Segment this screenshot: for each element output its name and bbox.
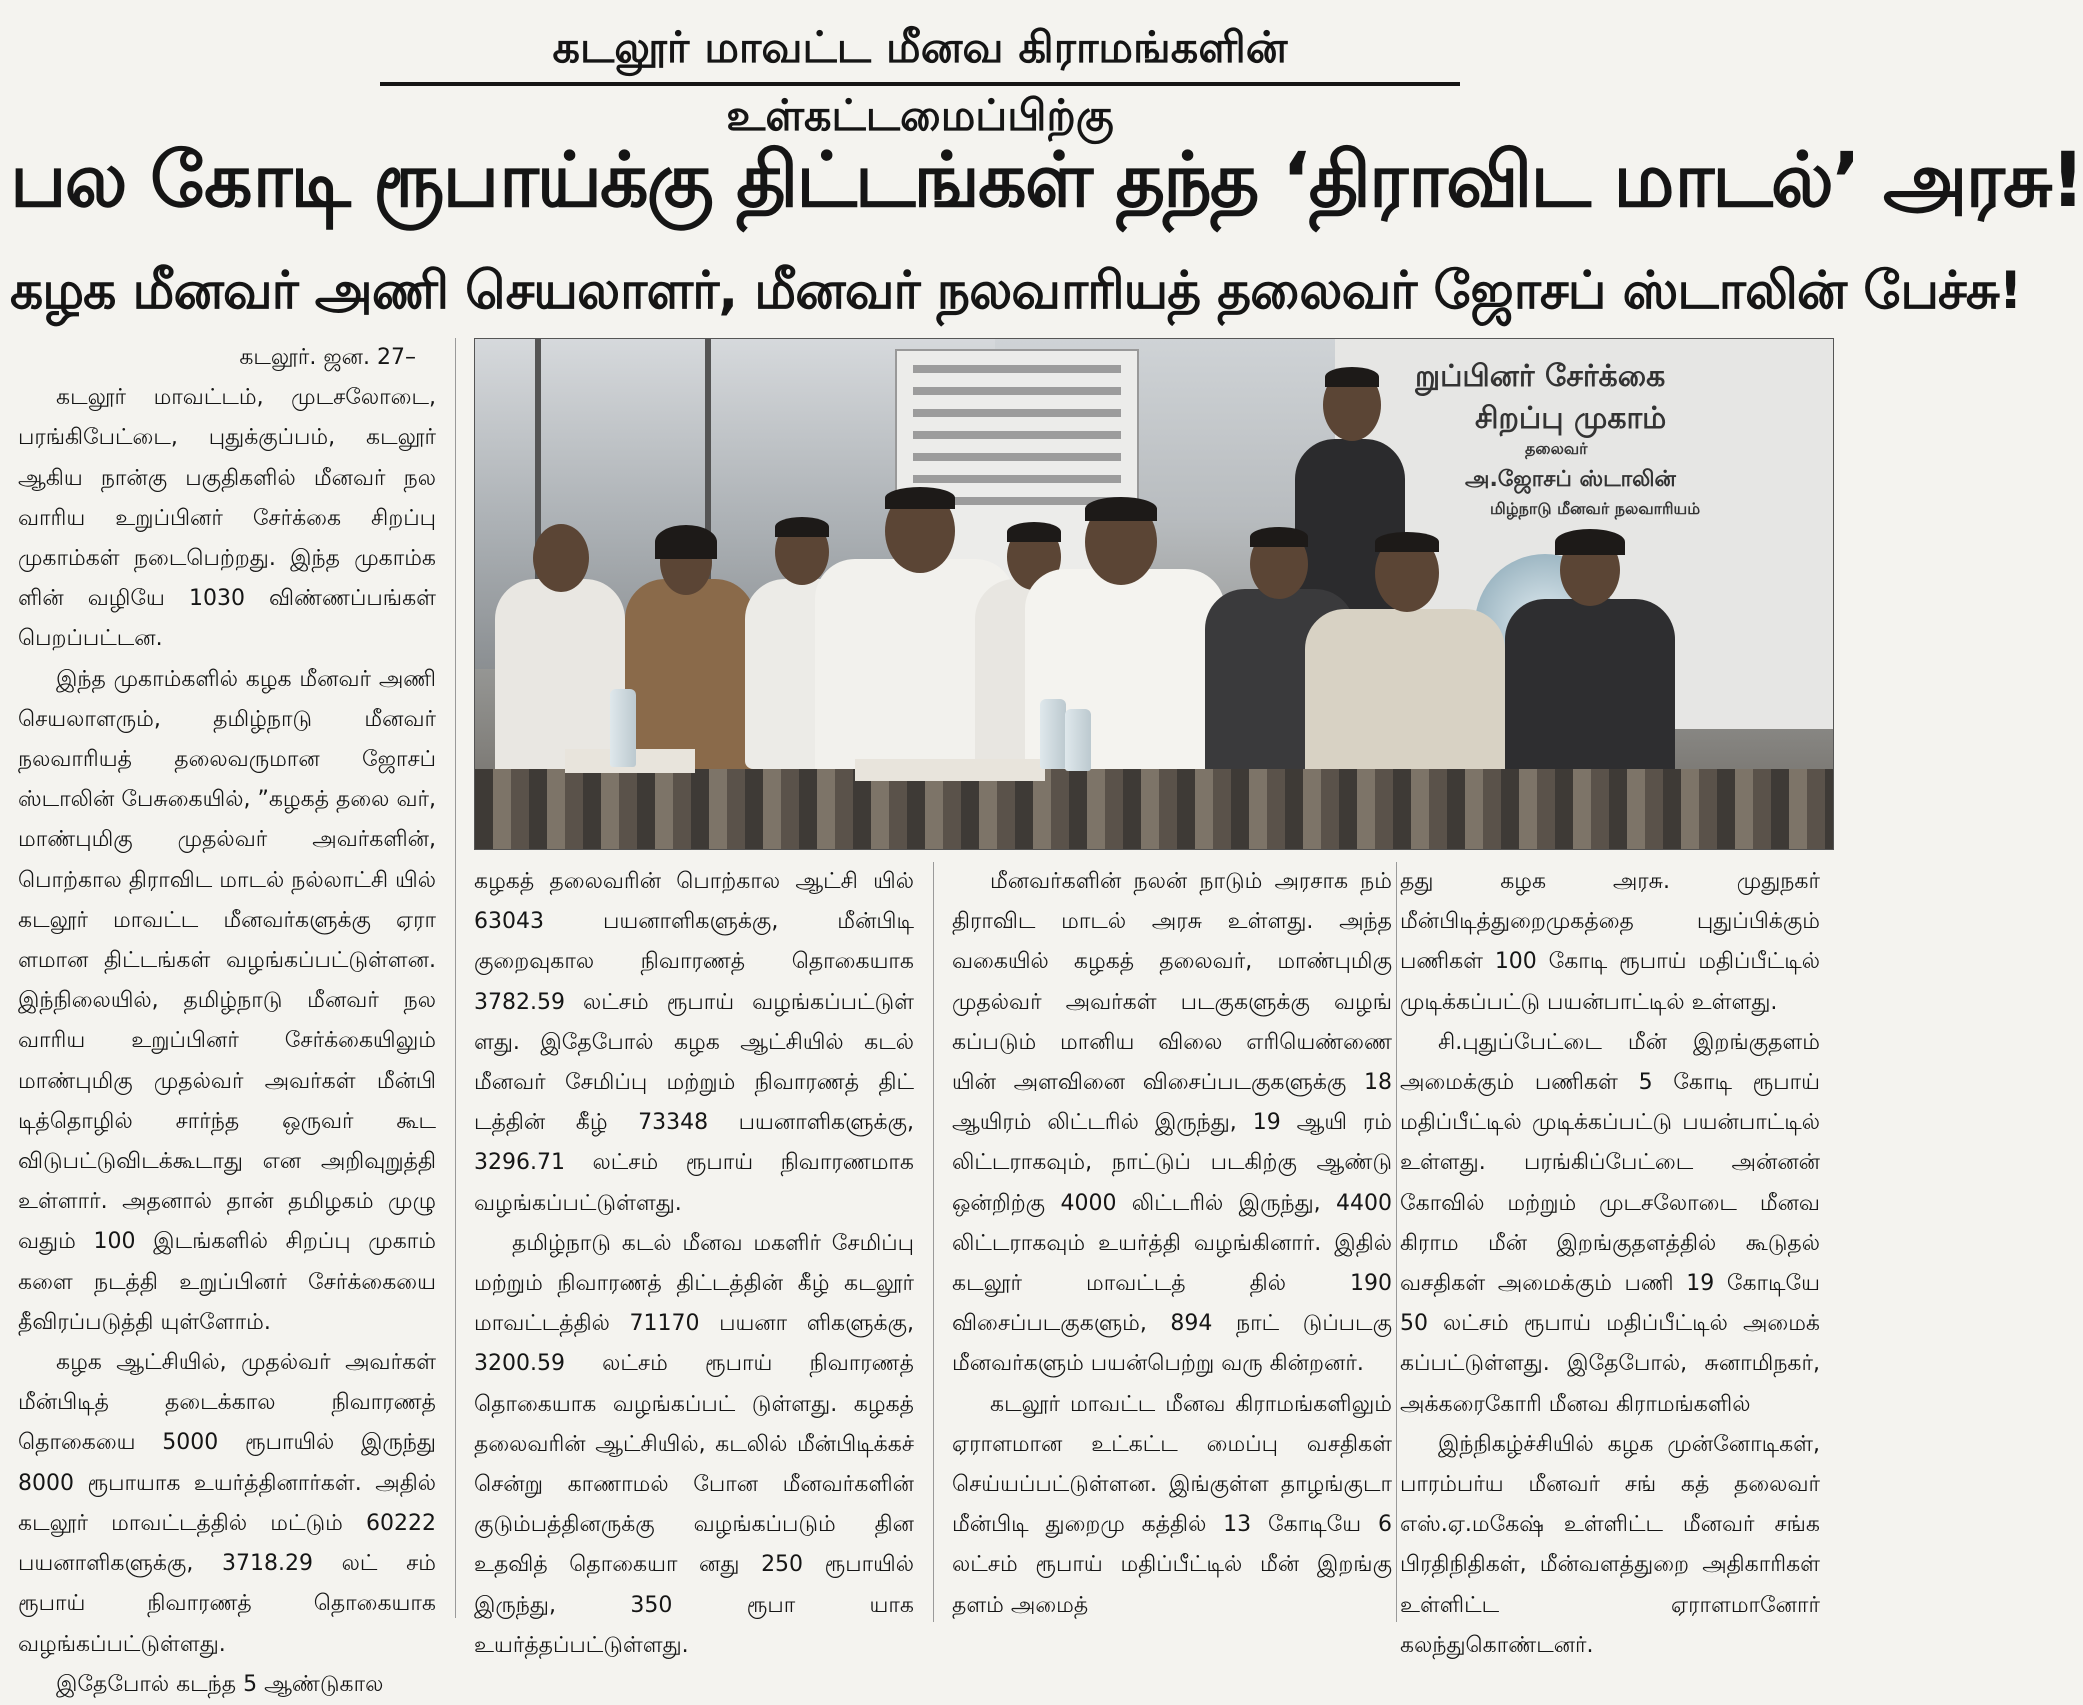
photo-banner-text: றுப்பினர் சேர்க்கை bbox=[1415, 359, 1666, 394]
paragraph: தது கழக அரசு. முதுநகர் மீன்பிடித்துறைமுகத்தை புதுப்பிக்கும் பணிகள் 100 கோடி ரூபாய் மதிப்பீட்டில் முடிக்கப்பட்டு பயன்பாட்டில் உள்ளது. bbox=[1400, 869, 1820, 1015]
paragraph: கடலூர் மாவட்ட மீனவ கிராமங்களிலும் ஏராளமான உட்கட்ட மைப்பு வசதிகள் செய்யப்பட்டுள்ளன. இங்குள்ள தாழங்குடா மீன்பிடி துறைமு கத்தில் 13 கோடியே 6 லட்சம் ரூபாய் மதிப்பீட்டில் மீன் இறங்கு தளம் அமைத் bbox=[952, 1391, 1392, 1618]
paragraph: இந்த முகாம்களில் கழக மீனவர் அணி செயலாளரும், தமிழ்நாடு மீனவர் நலவாரியத் தலைவருமான ஜோசப் ஸ்டாலின் பேசுகையில், ”கழகத் தலை வர், மாண்புமிகு முதல்வர் அவர்களின், பொற்கால திராவிட மாடல் நல்லாட்சி யில் கடலூர் மாவட்ட மீனவர்களுக்கு ஏரா ளமான திட்டங்கள் வழங்கப்பட்டுள்ளன. இந்நிலையில், தமிழ்நாடு மீனவர் நல வாரிய உறுப்பினர் சேர்க்கையிலும் மாண்புமிகு முதல்வர் அவர்கள் மீன்பி டித்தொழில் சார்ந்த ஒருவர் கூட விடுபட்டுவிடக்கூடாது என அறிவுறுத்தி உள்ளார். அதனால் தான் தமிழகம் முழு வதும் 100 இடங்களில் சிறப்பு முகாம் களை நடத்தி உறுப்பினர் சேர்க்கையை தீவிரப்படுத்தி யுள்ளோம். bbox=[18, 666, 436, 1335]
article-column-3 bbox=[952, 862, 1392, 1622]
dateline: கடலூர். ஜன. 27– bbox=[239, 345, 416, 370]
article-column-4 bbox=[1400, 862, 1820, 1658]
photo-banner-text: மிழ்நாடு மீனவர் நலவாரியம் bbox=[1490, 499, 1701, 518]
column-rule bbox=[1396, 862, 1397, 1622]
paragraph: மீனவர்களின் நலன் நாடும் அரசாக நம் திராவிட மாடல் அரசு உள்ளது. அந்த வகையில் கழகத் தலைவர், மாண்புமிகு முதல்வர் அவர்கள் படகுகளுக்கு வழங் கப்படும் மானிய விலை எரியெண்ணை யின் அளவினை விசைப்படகுகளுக்கு 18 ஆயிரம் லிட்டரில் இருந்து, 19 ஆயி ரம் லிட்டராகவும், நாட்டுப் படகிற்கு ஆண்டு ஒன்றிற்கு 4000 லிட்டரில் இருந்து, 4400 லிட்டராகவும் உயர்த்தி வழங்கினார். இதில் கடலூர் மாவட்டத் தில் 190 விசைப்படகுகளும், 894 நாட் டுப்படகு மீனவர்களும் பயன்பெற்று வரு கின்றனர். bbox=[952, 869, 1392, 1377]
column-rule bbox=[933, 862, 934, 1622]
paragraph: சி.புதுப்பேட்டை மீன் இறங்குதளம் அமைக்கும் பணிகள் 5 கோடி ரூபாய் மதிப்பீட்டில் முடிக்கப்பட்டு பயன்பாட்டில் உள்ளது. பரங்கிப்பேட்டை அன்னன் கோவில் மற்றும் முடசலோடை மீனவ கிராம மீன் இறங்குதளத்தில் கூடுதல் வசதிகள் அமைக்கும் பணி 19 கோடியே 50 லட்சம் ரூபாய் மதிப்பீட்டில் அமைக் கப்பட்டுள்ளது. இதேபோல், சுனாமிநகர், அக்கரைகோரி மீனவ கிராமங்களில் bbox=[1400, 1029, 1820, 1417]
paragraph: கழக ஆட்சியில், முதல்வர் அவர்கள் மீன்பிடித் தடைக்கால நிவாரணத் தொகையை 5000 ரூபாயில் இருந்து 8000 ரூபாயாக உயர்த்தினார்கள். அதில் கடலூர் மாவட்டத்தில் மட்டும் 60222 பயனாளிகளுக்கு, 3718.29 லட் சம் ரூபாய் நிவாரணத் தொகையாக வழங்கப்பட்டுள்ளது. bbox=[18, 1350, 436, 1657]
kicker-headline: கடலூர் மாவட்ட மீனவ கிராமங்களின் உள்கட்டமைப்பிற்கு bbox=[380, 14, 1460, 86]
photo-banner-text: தலைவர் bbox=[1525, 439, 1588, 458]
column-rule bbox=[455, 338, 456, 1618]
photo-table bbox=[475, 769, 1833, 849]
photo-papers bbox=[855, 759, 1045, 781]
paragraph: இதேபோல் கடந்த 5 ஆண்டுகால bbox=[56, 1671, 384, 1697]
photo-banner-text: சிறப்பு முகாம் bbox=[1475, 401, 1667, 436]
paragraph: கடலூர் மாவட்டம், முடசலோடை, பரங்கிபேட்டை, புதுக்குப்பம், கடலூர் ஆகிய நான்கு பகுதிகளில் மீனவர் நல வாரிய உறுப்பினர் சேர்க்கை சிறப்பு முகாம்கள் நடைபெற்றது. இந்த முகாம்க ளின் வழியே 1030 விண்ணப்பங்கள் பெறப்பட்டன. bbox=[18, 385, 436, 652]
article-column-1 bbox=[18, 338, 436, 1697]
news-photo bbox=[474, 338, 1834, 850]
article-column-2 bbox=[474, 862, 914, 1658]
photo-bottle bbox=[1065, 709, 1091, 771]
paragraph: தமிழ்நாடு கடல் மீனவ மகளிர் சேமிப்பு மற்றும் நிவாரணத் திட்டத்தின் கீழ் கடலூர் மாவட்டத்தில் 71170 பயனா ளிகளுக்கு, 3200.59 லட்சம் ரூபாய் நிவாரணத் தொகையாக வழங்கப்பட் டுள்ளது. கழகத் தலைவரின் ஆட்சியில், கடலில் மீன்பிடிக்கச் சென்று காணாமல் போன மீனவர்களின் குடும்பத்தினருக்கு வழங்கப்படும் தின உதவித் தொகையா னது 250 ரூபாயில் இருந்து, 350 ரூபா யாக உயர்த்தப்பட்டுள்ளது. bbox=[474, 1230, 914, 1658]
photo-banner-text: அ.ஜோசப் ஸ்டாலின் bbox=[1465, 467, 1676, 492]
paragraph: கழகத் தலைவரின் பொற்கால ஆட்சி யில் 63043 பயனாளிகளுக்கு, மீன்பிடி குறைவுகால நிவாரணத் தொகையாக 3782.59 லட்சம் ரூபாய் வழங்கப்பட்டுள் ளது. இதேபோல் கழக ஆட்சியில் கடல் மீனவர் சேமிப்பு மற்றும் நிவாரணத் திட் டத்தின் கீழ் 73348 பயனாளிகளுக்கு, 3296.71 லட்சம் ரூபாய் நிவாரணமாக வழங்கப்பட்டுள்ளது. bbox=[474, 869, 914, 1216]
photo-bottle bbox=[610, 689, 636, 767]
main-headline: பல கோடி ரூபாய்க்கு திட்டங்கள் தந்த ‘திராவிட மாடல்’ அரசு! bbox=[10, 135, 2083, 224]
sub-headline: கழக மீனவர் அணி செயலாளர், மீனவர் நலவாரியத் தலைவர் ஜோசப் ஸ்டாலின் பேச்சு! bbox=[10, 261, 2022, 321]
paragraph: இந்நிகழ்ச்சியில் கழக முன்னோடிகள், பாரம்பர்ய மீனவர் சங் கத் தலைவர் எஸ்.ஏ.மகேஷ் உள்ளிட்ட மீனவர் சங்க பிரதிநிதிகள், மீன்வளத்துறை அதிகாரிகள் உள்ளிட்ட ஏராளமானோர் கலந்துகொண்டனர். bbox=[1400, 1431, 1820, 1658]
photo-bottle bbox=[1040, 699, 1066, 769]
